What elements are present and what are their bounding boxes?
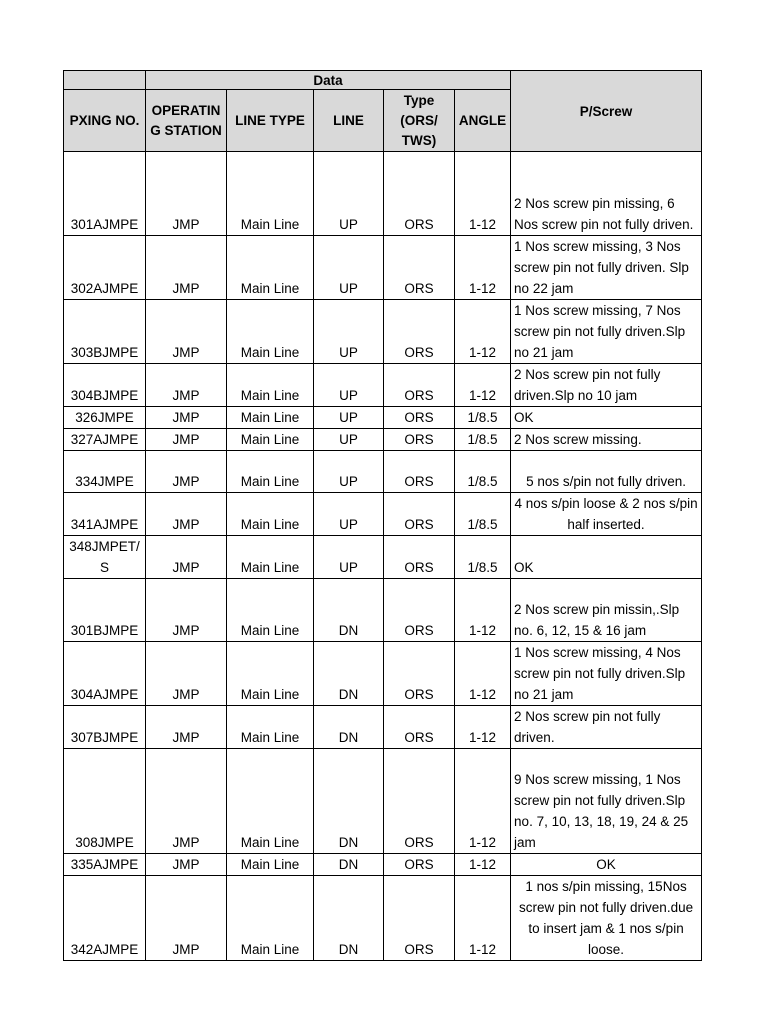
pscrew-cell: 2 Nos screw pin not fully driven.Slp no 10 jam: [511, 364, 702, 407]
type-cell: ORS: [384, 854, 455, 876]
type-cell: ORS: [384, 579, 455, 642]
station-cell: JMP: [146, 579, 227, 642]
col-header-pscrew: P/Screw: [511, 71, 702, 152]
table-row: [64, 152, 702, 236]
line-type-cell: Main Line: [227, 407, 314, 429]
type-cell: ORS: [384, 876, 455, 961]
line-cell: UP: [314, 429, 384, 451]
table-header: [64, 71, 702, 152]
line-cell: DN: [314, 876, 384, 961]
line-type-cell: Main Line: [227, 749, 314, 854]
pxing-cell: 326JMPE: [64, 407, 146, 429]
station-cell: JMP: [146, 451, 227, 493]
angle-cell: 1-12: [455, 854, 511, 876]
pscrew-cell: 4 nos s/pin loose & 2 nos s/pin half inserted.: [511, 493, 702, 536]
type-cell: ORS: [384, 536, 455, 579]
station-cell: JMP: [146, 493, 227, 536]
pxing-cell: 334JMPE: [64, 451, 146, 493]
angle-cell: 1/8.5: [455, 493, 511, 536]
line-cell: DN: [314, 706, 384, 749]
pxing-cell: 301AJMPE: [64, 152, 146, 236]
table-row: [64, 407, 702, 429]
table-row: [64, 364, 702, 407]
angle-cell: 1-12: [455, 364, 511, 407]
col-header-station: OPERATIN G STATION: [146, 90, 227, 152]
line-cell: UP: [314, 364, 384, 407]
angle-cell: 1-12: [455, 706, 511, 749]
table-row: [64, 300, 702, 364]
type-cell: ORS: [384, 407, 455, 429]
inspection-table: [63, 70, 702, 961]
col-header-type: Type (ORS/ TWS): [384, 90, 455, 152]
station-cell: JMP: [146, 407, 227, 429]
pxing-cell: 308JMPE: [64, 749, 146, 854]
line-cell: DN: [314, 749, 384, 854]
line-type-cell: Main Line: [227, 451, 314, 493]
pxing-cell: 341AJMPE: [64, 493, 146, 536]
type-cell: ORS: [384, 429, 455, 451]
angle-cell: 1/8.5: [455, 451, 511, 493]
pscrew-cell: 5 nos s/pin not fully driven.: [511, 451, 702, 493]
table-body: [64, 152, 702, 961]
station-cell: JMP: [146, 300, 227, 364]
station-cell: JMP: [146, 854, 227, 876]
table-row: [64, 493, 702, 536]
angle-cell: 1/8.5: [455, 536, 511, 579]
col-header-pxing: PXING NO.: [64, 90, 146, 152]
angle-cell: 1/8.5: [455, 429, 511, 451]
angle-cell: 1-12: [455, 152, 511, 236]
line-type-cell: Main Line: [227, 706, 314, 749]
pxing-cell: 348JMPET/ S: [64, 536, 146, 579]
angle-cell: 1-12: [455, 300, 511, 364]
type-cell: ORS: [384, 706, 455, 749]
pscrew-cell: OK: [511, 854, 702, 876]
table-row: [64, 706, 702, 749]
station-cell: JMP: [146, 749, 227, 854]
pscrew-cell: 1 nos s/pin missing, 15Nos screw pin not fully driven.due to insert jam & 1 nos s/pin loose.: [511, 876, 702, 961]
station-cell: JMP: [146, 429, 227, 451]
line-type-cell: Main Line: [227, 152, 314, 236]
pxing-cell: 304BJMPE: [64, 364, 146, 407]
data-group-header: Data: [146, 71, 511, 90]
table-row: [64, 854, 702, 876]
line-cell: UP: [314, 236, 384, 300]
line-cell: UP: [314, 493, 384, 536]
angle-cell: 1-12: [455, 642, 511, 706]
station-cell: JMP: [146, 706, 227, 749]
col-header-line: LINE: [314, 90, 384, 152]
pscrew-cell: 2 Nos screw pin missing, 6 Nos screw pin not fully driven.: [511, 152, 702, 236]
line-type-cell: Main Line: [227, 536, 314, 579]
pxing-cell: 302AJMPE: [64, 236, 146, 300]
type-cell: ORS: [384, 152, 455, 236]
station-cell: JMP: [146, 876, 227, 961]
pxing-cell: 342AJMPE: [64, 876, 146, 961]
angle-cell: 1-12: [455, 579, 511, 642]
pscrew-cell: OK: [511, 407, 702, 429]
table-row: [64, 429, 702, 451]
type-cell: ORS: [384, 749, 455, 854]
header-group-row: [64, 71, 702, 90]
line-cell: UP: [314, 536, 384, 579]
angle-cell: 1-12: [455, 749, 511, 854]
line-cell: UP: [314, 300, 384, 364]
line-cell: DN: [314, 642, 384, 706]
line-cell: DN: [314, 579, 384, 642]
table-row: [64, 451, 702, 493]
line-cell: UP: [314, 451, 384, 493]
table-row: [64, 236, 702, 300]
line-type-cell: Main Line: [227, 300, 314, 364]
col-header-line-type: LINE TYPE: [227, 90, 314, 152]
col-header-angle: ANGLE: [455, 90, 511, 152]
station-cell: JMP: [146, 236, 227, 300]
line-type-cell: Main Line: [227, 236, 314, 300]
pscrew-cell: 1 Nos screw missing, 4 Nos screw pin not fully driven.Slp no 21 jam: [511, 642, 702, 706]
pscrew-cell: OK: [511, 536, 702, 579]
line-type-cell: Main Line: [227, 429, 314, 451]
pxing-cell: 303BJMPE: [64, 300, 146, 364]
line-type-cell: Main Line: [227, 854, 314, 876]
station-cell: JMP: [146, 152, 227, 236]
pxing-cell: 327AJMPE: [64, 429, 146, 451]
table-row: [64, 579, 702, 642]
header-corner-cell: [64, 71, 146, 90]
table-row: [64, 749, 702, 854]
angle-cell: 1/8.5: [455, 407, 511, 429]
pscrew-cell: 1 Nos screw missing, 7 Nos screw pin not fully driven.Slp no 21 jam: [511, 300, 702, 364]
pscrew-cell: 2 Nos screw pin missin,.Slp no. 6, 12, 15 & 16 jam: [511, 579, 702, 642]
line-type-cell: Main Line: [227, 579, 314, 642]
angle-cell: 1-12: [455, 236, 511, 300]
line-type-cell: Main Line: [227, 493, 314, 536]
pscrew-cell: 2 Nos screw pin not fully driven.: [511, 706, 702, 749]
type-cell: ORS: [384, 236, 455, 300]
type-cell: ORS: [384, 642, 455, 706]
line-type-cell: Main Line: [227, 364, 314, 407]
pxing-cell: 304AJMPE: [64, 642, 146, 706]
line-type-cell: Main Line: [227, 876, 314, 961]
line-type-cell: Main Line: [227, 642, 314, 706]
angle-cell: 1-12: [455, 876, 511, 961]
line-cell: UP: [314, 407, 384, 429]
pxing-cell: 307BJMPE: [64, 706, 146, 749]
line-cell: UP: [314, 152, 384, 236]
line-cell: DN: [314, 854, 384, 876]
table-row: [64, 642, 702, 706]
station-cell: JMP: [146, 536, 227, 579]
type-cell: ORS: [384, 300, 455, 364]
pscrew-cell: 9 Nos screw missing, 1 Nos screw pin not fully driven.Slp no. 7, 10, 13, 18, 19, 24 & 25 jam: [511, 749, 702, 854]
table-row: [64, 876, 702, 961]
pscrew-cell: 1 Nos screw missing, 3 Nos screw pin not fully driven. Slp no 22 jam: [511, 236, 702, 300]
station-cell: JMP: [146, 642, 227, 706]
type-cell: ORS: [384, 451, 455, 493]
pxing-cell: 335AJMPE: [64, 854, 146, 876]
type-cell: ORS: [384, 364, 455, 407]
station-cell: JMP: [146, 364, 227, 407]
type-cell: ORS: [384, 493, 455, 536]
pscrew-cell: 2 Nos screw missing.: [511, 429, 702, 451]
table-row: [64, 536, 702, 579]
pxing-cell: 301BJMPE: [64, 579, 146, 642]
